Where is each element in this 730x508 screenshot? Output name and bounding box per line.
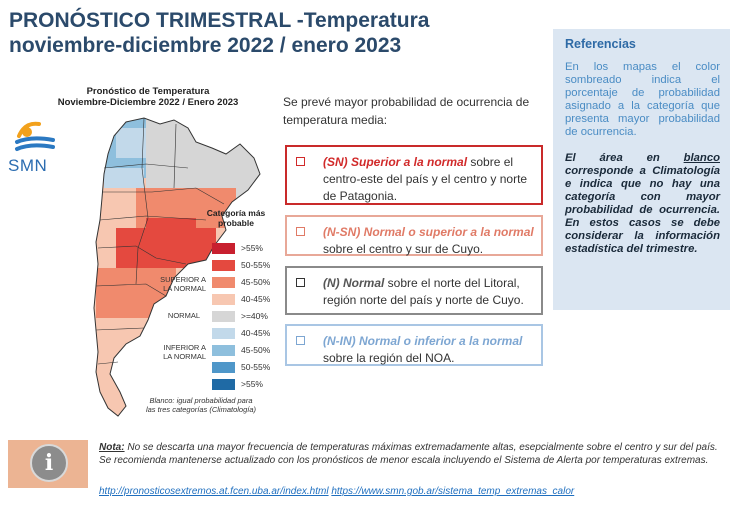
- card-n-text: sobre el norte del Litoral, región norte del país y norte de Cuyo.: [323, 276, 524, 307]
- card-normal-superior: [285, 215, 543, 256]
- checkbox-icon: [296, 278, 305, 287]
- blanco-note: [140, 396, 262, 414]
- checkbox-icon: [296, 157, 305, 166]
- map-title-line-1: Pronóstico de Temperatura: [86, 86, 210, 97]
- card-n-highlight: (N) Normal: [323, 276, 385, 290]
- category-normal-label: NORMAL: [167, 311, 200, 320]
- legend-row: [212, 310, 282, 322]
- smn-logo-text: SMN: [8, 156, 48, 175]
- legend-row: [212, 242, 282, 254]
- legend-swatch: [212, 260, 235, 271]
- intro-text: Se prevé mayor probabilidad de ocurrencia de temperatura media:: [283, 95, 530, 127]
- legend-swatch: [212, 311, 235, 322]
- ref-p2-text-a: El área en: [565, 152, 684, 164]
- legend-title: [196, 208, 276, 228]
- legend-label: 45-50%: [241, 345, 271, 355]
- legend-row: [212, 276, 282, 288]
- category-superior-line-1: SUPERIOR A: [160, 275, 206, 284]
- category-inferior-line-1: INFERIOR A: [163, 343, 206, 352]
- legend-row: [212, 378, 282, 390]
- page-title: [9, 8, 549, 58]
- card-superior-normal: [285, 145, 543, 205]
- legend-row: [212, 327, 282, 339]
- legend-title-line-2: probable: [218, 218, 254, 228]
- legend-label: 40-45%: [241, 328, 271, 338]
- map-title: [28, 86, 268, 108]
- legend-label: >55%: [241, 243, 263, 253]
- legend-swatch: [212, 362, 235, 373]
- map-title-line-2: Noviembre-Diciembre 2022 / Enero 2023: [57, 97, 239, 108]
- legend-title-line-1: Categoría más: [206, 208, 266, 218]
- category-superior-label: [146, 275, 206, 293]
- legend-swatch: [212, 328, 235, 339]
- legend-swatch: [212, 243, 235, 254]
- card-nsn-highlight: (N-SN) Normal o superior a la normal: [323, 225, 534, 239]
- legend-label: 45-50%: [241, 277, 271, 287]
- ref-p2-text-b: corresponde a Climatología e indica que no hay una categoría con mayor probabilidad de ocurrencia. En estos casos se debe considerar la información estadística del trimestre.: [565, 165, 720, 255]
- note-links: [99, 486, 719, 497]
- legend-label: 40-45%: [241, 294, 271, 304]
- card-sn-highlight: (SN) Superior a la normal: [323, 155, 468, 169]
- link-smn-temp-extremas[interactable]: https://www.smn.gob.ar/sistema_temp_extremas_calor: [331, 486, 575, 497]
- legend-swatch: [212, 277, 235, 288]
- blanco-note-line-2: las tres categorías (Climatología): [145, 405, 257, 414]
- category-inferior-line-2: LA NORMAL: [163, 352, 206, 361]
- category-superior-line-2: LA NORMAL: [163, 284, 206, 293]
- title-line-1: PRONÓSTICO TRIMESTRAL -Temperatura: [9, 9, 430, 32]
- legend-row: [212, 259, 282, 271]
- legend-label: 50-55%: [241, 260, 271, 270]
- note-text: [99, 441, 719, 467]
- ref-p2-underlined: blanco: [683, 152, 720, 164]
- card-nin-text: sobre la región del NOA.: [323, 351, 455, 365]
- card-normal-inferior: [285, 324, 543, 366]
- legend-label: >55%: [241, 379, 263, 389]
- legend-row: [212, 361, 282, 373]
- legend-row: [212, 293, 282, 305]
- card-sn-text: sobre el centro-este del país y el centro y norte de Patagonia.: [323, 155, 528, 203]
- note-body: No se descarta una mayor frecuencia de temperaturas máximas extremadamente altas, esepcialmente sobre el centro y sur del país. Se recomienda mantenerse actualizado con los pronósticos de menor escala incluyendo el Sistema de Alerta por temperaturas extremas.: [99, 442, 718, 466]
- legend-row: [212, 344, 282, 356]
- title-line-2: noviembre-diciembre 2022 / enero 2023: [9, 34, 402, 57]
- blanco-note-line-1: Blanco: igual probabilidad para: [149, 396, 253, 405]
- references-title: Referencias: [565, 37, 636, 51]
- references-paragraph-1: En los mapas el color sombreado indica el porcentaje de probabilidad asignado a la categoría que presenta mayor probabilidad de ocurrencia.: [565, 61, 720, 138]
- link-pronosticos-extremos[interactable]: http://pronosticosextremos.at.fcen.uba.ar/index.html: [99, 486, 329, 497]
- references-paragraph-2: [565, 152, 720, 256]
- note-label: Nota:: [99, 442, 125, 453]
- info-icon: i: [30, 444, 68, 482]
- card-nsn-text: sobre el centro y sur de Cuyo.: [323, 242, 484, 256]
- card-normal: [285, 266, 543, 315]
- references-panel: [553, 29, 730, 310]
- legend-swatch: [212, 294, 235, 305]
- category-inferior-label: [146, 343, 206, 361]
- legend-label: >=40%: [241, 311, 268, 321]
- checkbox-icon: [296, 227, 305, 236]
- info-box: [8, 440, 88, 488]
- checkbox-icon: [296, 336, 305, 345]
- card-nin-highlight: (N-IN) Normal o inferior a la normal: [323, 334, 523, 348]
- legend-label: 50-55%: [241, 362, 271, 372]
- legend-swatch: [212, 345, 235, 356]
- legend-swatch: [212, 379, 235, 390]
